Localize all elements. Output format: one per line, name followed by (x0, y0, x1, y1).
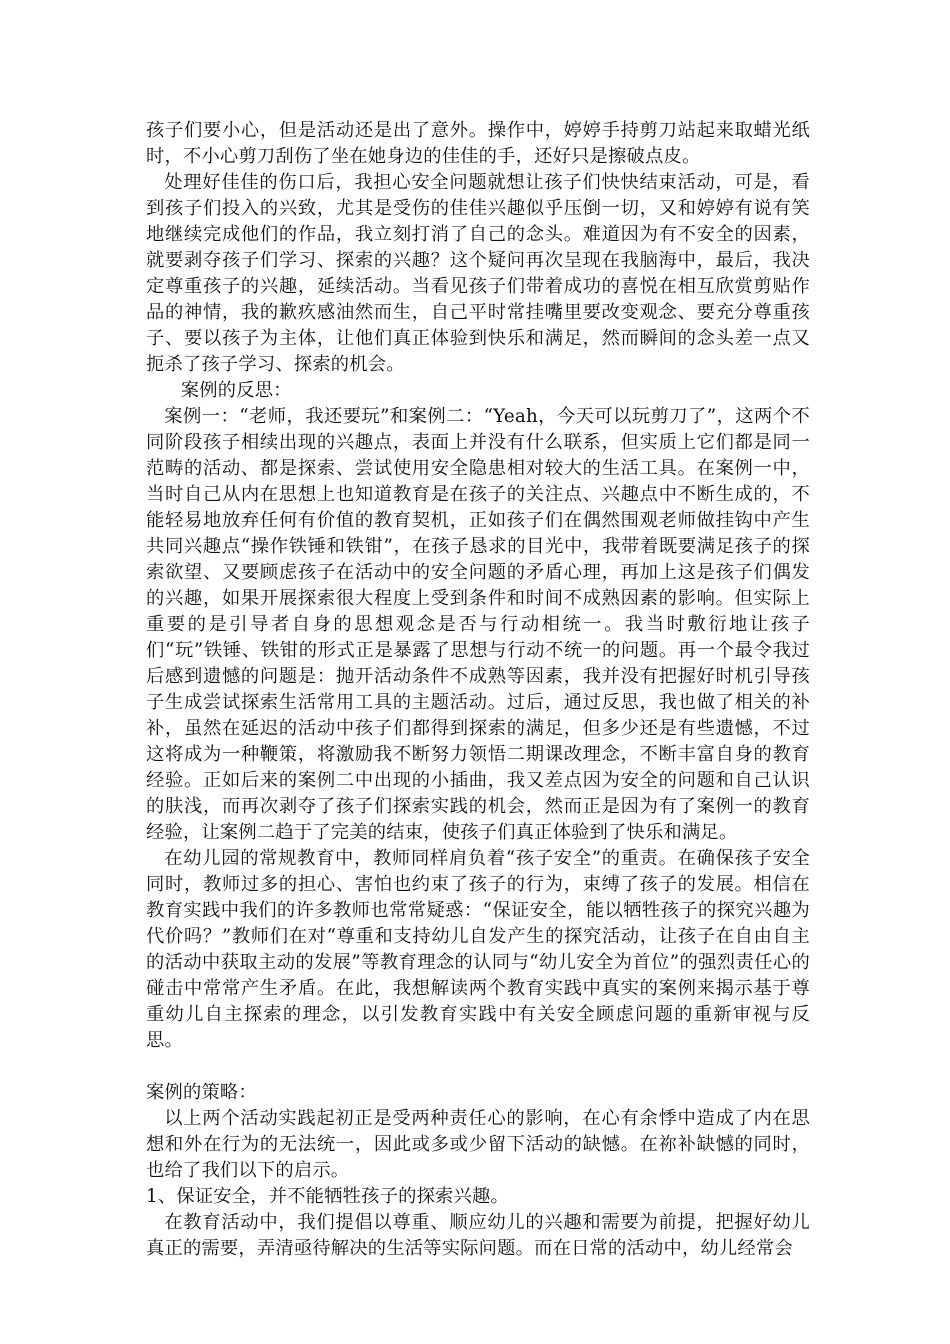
document-body (146, 118, 810, 1262)
paragraph-strategy-detail: 在教育活动中，我们提倡以尊重、顺应幼儿的兴趣和需要为前提，把握好幼儿真正的需要，弄清亟待解决的生活等实际问题。而在日常的活动中，幼儿经常会 (146, 1212, 810, 1259)
numbered-heading-1: 1、保证安全，并不能牺牲孩子的探索兴趣。 (146, 1186, 509, 1207)
paragraph-incident-handling: 处理好佳佳的伤口后，我担心安全问题就想让孩子们快快结束活动，可是，看到孩子们投入的兴致，尤其是受伤的佳佳兴趣似乎压倒一切，又和婷婷有说有笑地继续完成他们的作品，我立刻打消了自己的念头。难道因为有不安全的因素，就要剥夺孩子们学习、探索的兴趣？这个疑问再次呈现在我脑海中，最后，我决定尊重孩子的兴趣，延续活动。当看见孩子们带着成功的喜悦在相互欣赏剪贴作品的神情，我的歉疚感油然而生，自己平时常挂嘴里要改变观念、要充分尊重孩子、要以孩子为主体，让他们真正体验到快乐和满足，然而瞬间的念头差一点又扼杀了孩子学习、探索的机会。 (146, 172, 810, 375)
paragraph-strategy-intro: 以上两个活动实践起初正是受两种责任心的影响，在心有余悸中造成了内在思想和外在行为的无法统一，因此或多或少留下活动的缺憾。在祢补缺憾的同时，也给了我们以下的启示。 (146, 1108, 810, 1181)
paragraph-continuation: 孩子们要小心，但是活动还是出了意外。操作中，婷婷手持剪刀站起来取蜡光纸时，不小心剪刀刮伤了坐在她身边的佳佳的手，还好只是擦破点皮。 (146, 120, 810, 167)
paragraph-case-reflection: 案例一：“老师，我还要玩”和案例二：“Yeah，今天可以玩剪刀了”，这两个不同阶段孩子相续出现的兴趣点，表面上并没有什么联系，但实质上它们都是同一范畴的活动、都是探索、尝试使用安全隐患相对较大的生活工具。在案例一中，当时自己从内在思想上也知道教育是在孩子的关注点、兴趣点中不断生成的，不能轻易地放弃任何有价值的教育契机，正如孩子们在偶然围观老师做挂钩中产生共同兴趣点“操作铁锤和铁钳”，在孩子恳求的目光中，我带着既要满足孩子的探索欲望、又要顾虑孩子在活动中的安全问题的矛盾心理，再加上这是孩子们偶发的兴趣，如果开展探索很大程度上受到条件和时间不成熟因素的影响。但实际上重要的是引导者自身的思想观念是否与行动相统一。我当时敷衍地让孩子们“玩”铁锤、铁钳的形式正是暴露了思想与行动不统一的问题。再一个最令我过后感到遗憾的问题是：抛开活动条件不成熟等因素，我并没有把握好时机引导孩子生成尝试探索生活常用工具的主题活动。过后，通过反思，我也做了相关的补补，虽然在延迟的活动中孩子们都得到探索的满足，但多少还是有些遗憾，不过这将成为一种鞭策，将激励我不断努力领悟二期课改理念，不断丰富自身的教育经验。正如后来的案例二中出现的小插曲，我又差点因为安全的问题和自己认识的肤浅，而再次剥夺了孩子们探索实践的机会，然而正是因为有了案例一的教育经验，让案例二趋于了完美的结束，使孩子们真正体验到了快乐和满足。 (146, 406, 810, 843)
paragraph-spacer (146, 1054, 810, 1080)
section-heading-strategy: 案例的策略： (146, 1082, 257, 1103)
paragraph-safety-education: 在幼儿园的常规教育中，教师同样肩负着“孩子安全”的重责。在确保孩子安全同时，教师过多的担心、害怕也约束了孩子的行为，束缚了孩子的发展。相信在教育实践中我们的许多教师也常常疑惑：“保证安全，能以牺牲孩子的探究兴趣为代价吗？”教师们在对“尊重和支持幼儿自发产生的探究活动，让孩子在自由自主的活动中获取主动的发展”等教育理念的认同与“幼儿安全为首位”的强烈责任心的碰击中常常产生矛盾。在此，我想解读两个教育实践中真实的案例来揭示基于尊重幼儿自主探索的理念，以引发教育实践中有关安全顾虑问题的重新审视与反思。 (146, 848, 810, 1051)
section-heading-reflection: 案例的反思： (180, 380, 292, 401)
